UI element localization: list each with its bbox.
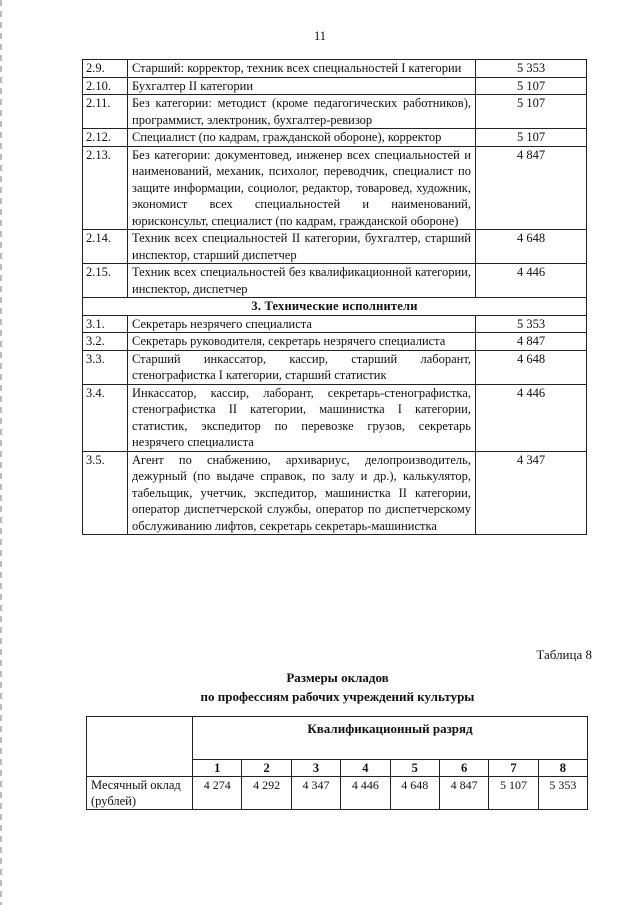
table-title-line: Размеры окладов bbox=[286, 670, 389, 685]
row-salary: 4 446 bbox=[476, 264, 587, 298]
salary-value: 5 353 bbox=[538, 777, 587, 810]
grade-number: 6 bbox=[439, 760, 488, 777]
row-number: 3.4. bbox=[83, 384, 128, 451]
qualification-grade-header: Квалификационный разряд bbox=[193, 717, 588, 760]
table-title-line: по профессиям рабочих учреждений культуры bbox=[200, 689, 475, 704]
row-description: Секретарь незрячего специалиста bbox=[128, 315, 476, 333]
row-label: Месячный оклад (рублей) bbox=[87, 777, 193, 810]
table-row bbox=[83, 451, 587, 535]
row-salary: 5 107 bbox=[476, 77, 587, 95]
row-number: 2.9. bbox=[83, 60, 128, 78]
empty-corner-cell bbox=[87, 717, 193, 777]
row-number: 3.2. bbox=[83, 333, 128, 351]
row-description: Техник всех специальностей II категории, бухгалтер, старший инспектор, старший диспетчер bbox=[128, 230, 476, 264]
row-number: 2.14. bbox=[83, 230, 128, 264]
row-salary: 5 353 bbox=[476, 60, 587, 78]
table-row bbox=[83, 384, 587, 451]
row-salary: 4 847 bbox=[476, 146, 587, 230]
grade-number: 5 bbox=[390, 760, 439, 777]
page-number: 11 bbox=[313, 29, 327, 43]
row-salary: 5 353 bbox=[476, 315, 587, 333]
row-number: 3.3. bbox=[83, 350, 128, 384]
row-salary: 5 107 bbox=[476, 129, 587, 147]
row-description: Инкассатор, кассир, лаборант, секретарь-стенографистка, стенографистка II категории, машинистка I категории, статистик, экспедитор по перевозке грузов, секретарь незрячего специалиста bbox=[128, 384, 476, 451]
row-number: 2.10. bbox=[83, 77, 128, 95]
page-left-edge bbox=[0, 0, 2, 905]
salary-value: 4 347 bbox=[291, 777, 340, 810]
row-description: Специалист (по кадрам, гражданской обороне), корректор bbox=[128, 129, 476, 147]
row-description: Старший: корректор, техник всех специальностей I категории bbox=[128, 60, 476, 78]
row-description: Бухгалтер II категории bbox=[128, 77, 476, 95]
table-header-row bbox=[87, 717, 588, 760]
section-header-row bbox=[83, 298, 587, 316]
row-description: Техник всех специальностей без квалификационной категории, инспектор, диспетчер bbox=[128, 264, 476, 298]
section-title: 3. Технические исполнители bbox=[83, 298, 587, 316]
row-description: Агент по снабжению, архивариус, делопроизводитель, дежурный (по выдаче справок, по залу и др.), калькулятор, табельщик, учетчик, экспедитор, машинистка II категории, оператор диспетчерской службы, оператор по диспетчерскому обслуживанию лифтов, секретарь секретарь-машинистка bbox=[128, 451, 476, 535]
grade-number: 1 bbox=[193, 760, 242, 777]
table-row bbox=[83, 350, 587, 384]
grade-number: 4 bbox=[341, 760, 390, 777]
row-description: Без категории: документовед, инженер всех специальностей и наименований, механик, психолог, переводчик, специалист по защите информации, социолог, редактор, товаровед, художник, экономист всех специальностей и наименований, юрисконсульт, специалист (по кадрам, гражданской обороне) bbox=[128, 146, 476, 230]
salary-value: 4 292 bbox=[242, 777, 291, 810]
salary-value: 4 274 bbox=[193, 777, 242, 810]
table-row bbox=[83, 264, 587, 298]
grade-number: 7 bbox=[489, 760, 538, 777]
row-salary: 4 446 bbox=[476, 384, 587, 451]
table-row bbox=[83, 230, 587, 264]
table-row bbox=[83, 77, 587, 95]
table-row bbox=[83, 95, 587, 129]
row-salary: 4 347 bbox=[476, 451, 587, 535]
table-title bbox=[150, 668, 525, 706]
table-row bbox=[83, 315, 587, 333]
row-number: 2.13. bbox=[83, 146, 128, 230]
table-row bbox=[83, 129, 587, 147]
row-number: 2.11. bbox=[83, 95, 128, 129]
row-description: Секретарь руководителя, секретарь незрячего специалиста bbox=[128, 333, 476, 351]
row-description: Старший инкассатор, кассир, старший лаборант, стенографистка I категории, старший статистик bbox=[128, 350, 476, 384]
row-number: 3.5. bbox=[83, 451, 128, 535]
salary-value: 4 648 bbox=[390, 777, 439, 810]
grade-number: 8 bbox=[538, 760, 587, 777]
worker-salary-table bbox=[86, 716, 588, 810]
row-description: Без категории: методист (кроме педагогических работников), программист, электроник, бухгалтер-ревизор bbox=[128, 95, 476, 129]
row-number: 2.15. bbox=[83, 264, 128, 298]
table-row bbox=[83, 333, 587, 351]
row-salary: 4 847 bbox=[476, 333, 587, 351]
row-salary: 4 648 bbox=[476, 350, 587, 384]
salary-row bbox=[87, 777, 588, 810]
table-row bbox=[83, 60, 587, 78]
table-row bbox=[83, 146, 587, 230]
positions-salary-table bbox=[82, 59, 587, 535]
row-salary: 4 648 bbox=[476, 230, 587, 264]
grade-number: 2 bbox=[242, 760, 291, 777]
row-number: 2.12. bbox=[83, 129, 128, 147]
row-salary: 5 107 bbox=[476, 95, 587, 129]
table-label: Таблица 8 bbox=[536, 647, 592, 662]
salary-value: 4 446 bbox=[341, 777, 390, 810]
salary-value: 4 847 bbox=[439, 777, 488, 810]
row-number: 3.1. bbox=[83, 315, 128, 333]
grade-number: 3 bbox=[291, 760, 340, 777]
salary-value: 5 107 bbox=[489, 777, 538, 810]
